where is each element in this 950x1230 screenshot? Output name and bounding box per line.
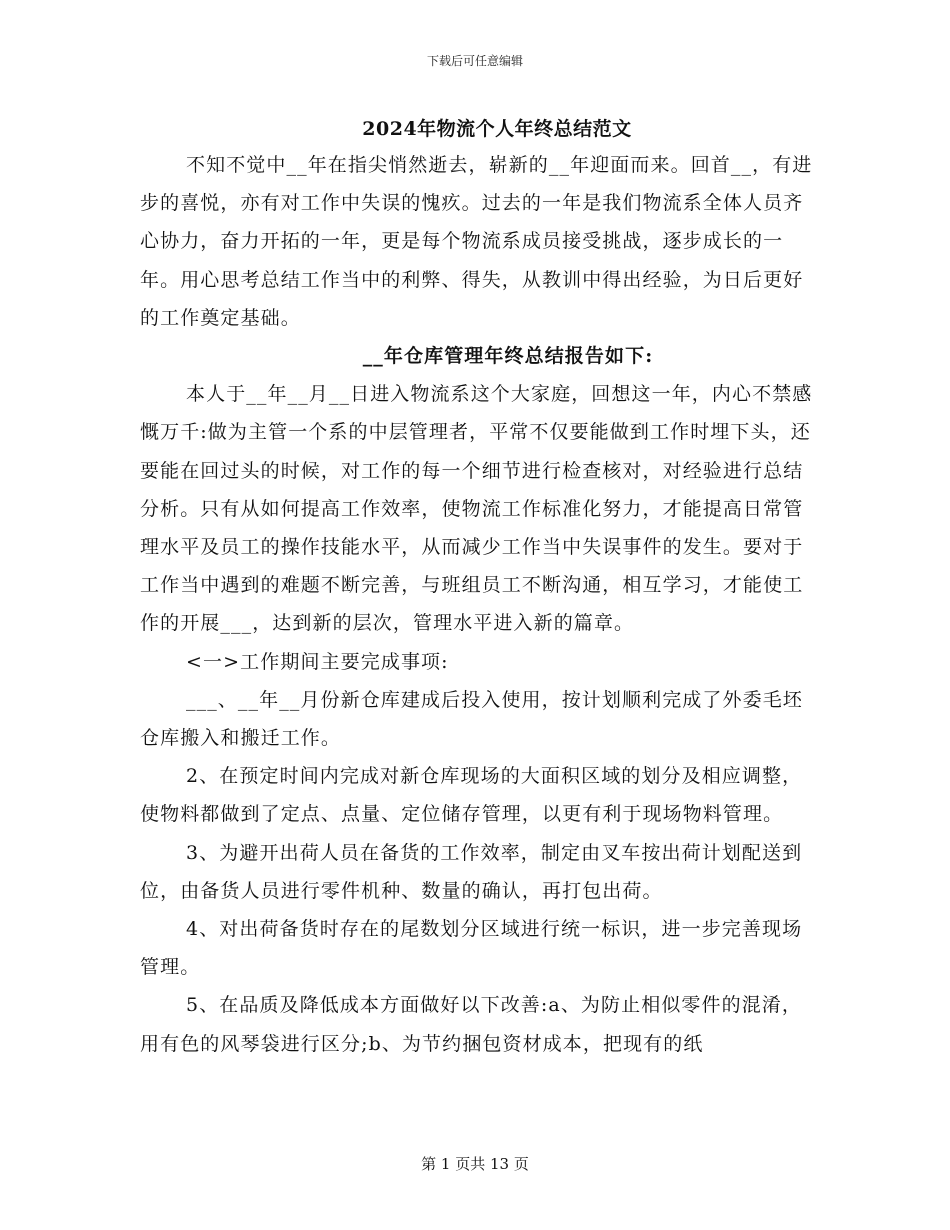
document-title: 2024年物流个人年终总结范文 bbox=[362, 118, 632, 140]
list-item-5: 5、在品质及降低成本方面做好以下改善:a、为防止相似零件的混淆，用有色的风琴袋进行区分;b、为节约捆包资材成本，把现有的纸 bbox=[140, 994, 803, 1055]
page-header: 下载后可任意编辑 bbox=[426, 54, 523, 68]
list-heading: <一>工作期间主要完成事项: bbox=[186, 650, 449, 673]
paragraph-intro: 不知不觉中__年在指尖悄然逝去，崭新的__年迎面而来。回首__，有进步的喜悦，亦有对工作中失误的愧疚。过去的一年是我们物流系全体人员齐心协力，奋力开拓的一年，更是每个物流系成员接受挑战，逐步成长的一年。用心思考总结工作当中的利弊、得失，从教训中得出经验，为日后更好的工作奠定基础。 bbox=[140, 154, 813, 329]
list-item-3: 3、为避开出荷人员在备货的工作效率，制定由叉车按出荷计划配送到位，由备货人员进行零件机种、数量的确认，再打包出荷。 bbox=[140, 841, 803, 902]
page-footer: 第 1 页共 13 页 bbox=[421, 1155, 529, 1173]
paragraph-self-review: 本人于__年__月__日进入物流系这个大家庭，回想这一年，内心不禁感慨万千:做为主管一个系的中层管理者，平常不仅要能做到工作时埋下头，还要能在回过头的时候，对工作的每一个细节进行检查核对，对经验进行总结分析。只有从如何提高工作效率，使物流工作标准化努力，才能提高日常管理水平及员工的操作技能水平，从而减少工作当中失误事件的发生。要对于工作当中遇到的难题不断完善，与班组员工不断沟通，相互学习，才能使工作的开展___，达到新的层次，管理水平进入新的篇章。 bbox=[140, 383, 813, 635]
list-item-2: 2、在预定时间内完成对新仓库现场的大面积区域的划分及相应调整，使物料都做到了定点、点量、定位储存管理，以更有利于现场物料管理。 bbox=[140, 765, 803, 826]
section-heading: __年仓库管理年终总结报告如下: bbox=[362, 345, 654, 368]
list-item-1: ___、__年__月份新仓库建成后投入使用，按计划顺利完成了外委毛坯仓库搬入和搬迁工作。 bbox=[140, 688, 803, 750]
list-item-4: 4、对出荷备货时存在的尾数划分区域进行统一标识，进一步完善现场管理。 bbox=[140, 918, 803, 979]
document-body bbox=[140, 146, 820, 1063]
